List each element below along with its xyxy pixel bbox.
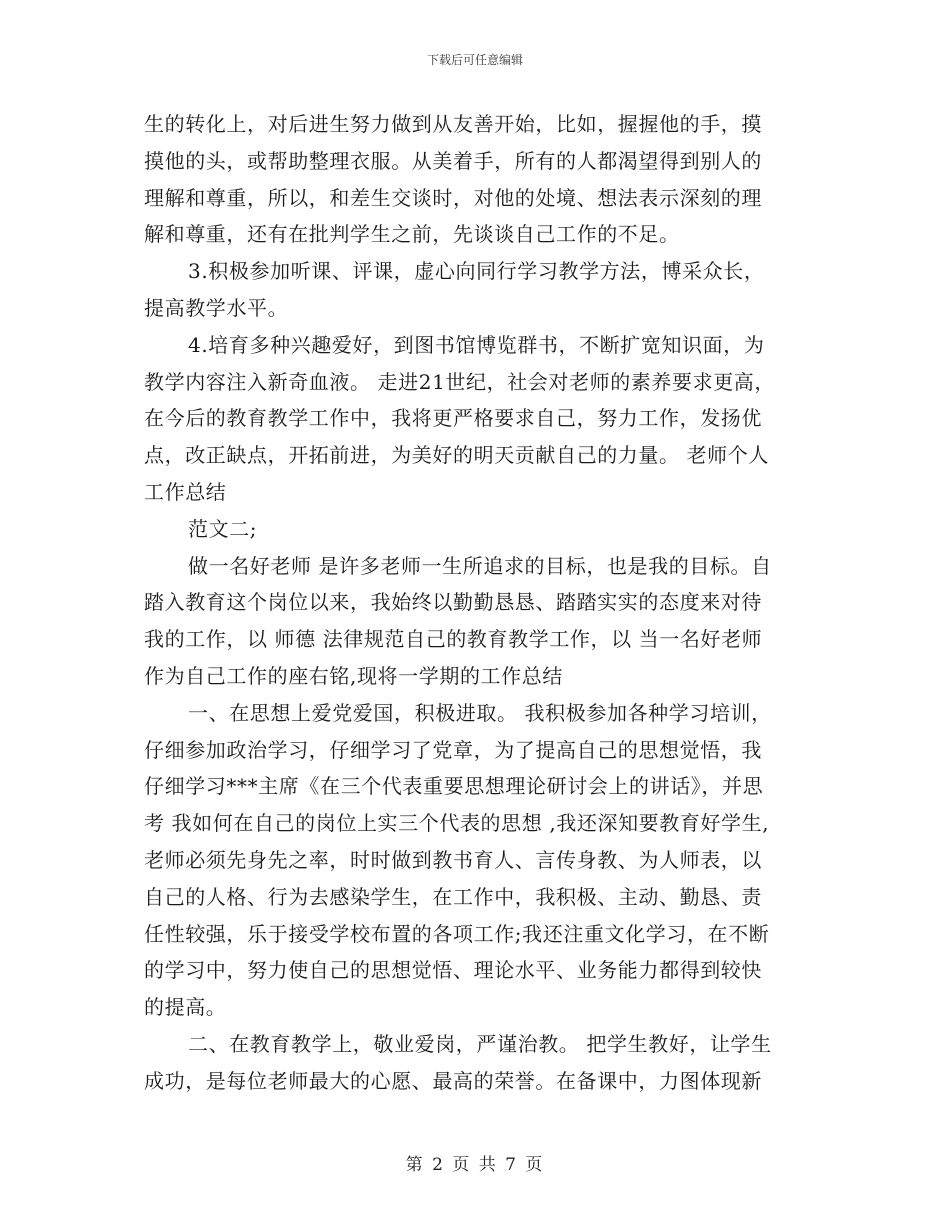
page-header: 下载后可任意编辑 — [426, 53, 523, 67]
text-line: 3.积极参加听课、评课，虚心向同行学习教学方法，博采众长， — [188, 259, 765, 284]
text-line: 成功，是每位老师最大的心愿、最高的荣誉。在备课中，力图体现新 — [144, 1068, 762, 1093]
text-line: 教学内容注入新奇血液。 走进21世纪，社会对老师的素养要求更高， — [144, 369, 776, 394]
text-line: 做一名好老师 是许多老师一生所追求的目标，也是我的目标。自 — [188, 553, 772, 578]
document-body — [144, 106, 804, 1100]
text-line: 工作总结 — [144, 479, 227, 504]
text-line: 理解和尊重，所以，和差生交谈时，对他的处境、想法表示深刻的理 — [144, 185, 762, 210]
text-line: 摸他的头，或帮助整理衣服。从美着手，所有的人都渴望得到别人的 — [144, 148, 762, 173]
text-line: 老师必须先身先之率，时时做到教书育人、言传身教、为人师表，以 — [144, 847, 762, 872]
section-heading: 范文二; — [188, 516, 258, 541]
text-line: 4.培育多种兴趣爱好，到图书馆博览群书，不断扩宽知识面，为 — [188, 332, 765, 357]
text-line: 仔细参加政治学习，仔细学习了党章，为了提高自己的思想觉悟，我 — [144, 737, 762, 762]
text-line: 二、在教育教学上，敬业爱岗，严谨治教。 把学生教好，让学生 — [188, 1031, 772, 1056]
text-line: 作为自己工作的座右铭,现将一学期的工作总结 — [144, 663, 563, 688]
text-line: 点，改正缺点，开拓前进，为美好的明天贡献自己的力量。 老师个人 — [144, 443, 769, 468]
text-line: 一、在思想上爱党爱国，积极进取。 我积极参加各种学习培训， — [188, 700, 772, 725]
text-line: 解和尊重，还有在批判学生之前，先谈谈自己工作的不足。 — [144, 222, 680, 247]
text-line: 仔细学习***主席《在三个代表重要思想理论研讨会上的讲话》，并思 — [144, 774, 764, 799]
text-line: 提高教学水平。 — [144, 295, 289, 320]
text-line: 的学习中，努力使自己的思想觉悟、理论水平、业务能力都得到较快 — [144, 958, 762, 983]
page-number-footer: 第 2 页 共 7 页 — [405, 1155, 545, 1175]
text-line: 的提高。 — [144, 995, 227, 1020]
text-line: 踏入教育这个岗位以来，我始终以勤勤恳恳、踏踏实实的态度来对待 — [144, 590, 762, 615]
text-line: 考 我如何在自己的岗位上实三个代表的思想 ,我还深知要教育好学生, — [144, 811, 770, 836]
text-line: 生的转化上，对后进生努力做到从友善开始，比如，握握他的手，摸 — [144, 112, 762, 136]
text-line: 任性较强，乐于接受学校布置的各项工作;我还注重文化学习，在不断 — [144, 921, 770, 946]
text-line: 我的工作，以 师德 法律规范自己的教育教学工作，以 当一名好老师 — [144, 627, 763, 652]
text-line: 在今后的教育教学工作中，我将更严格要求自己，努力工作，发扬优 — [144, 406, 762, 431]
text-line: 自己的人格、行为去感染学生，在工作中，我积极、主动、勤恳、责 — [144, 884, 762, 909]
